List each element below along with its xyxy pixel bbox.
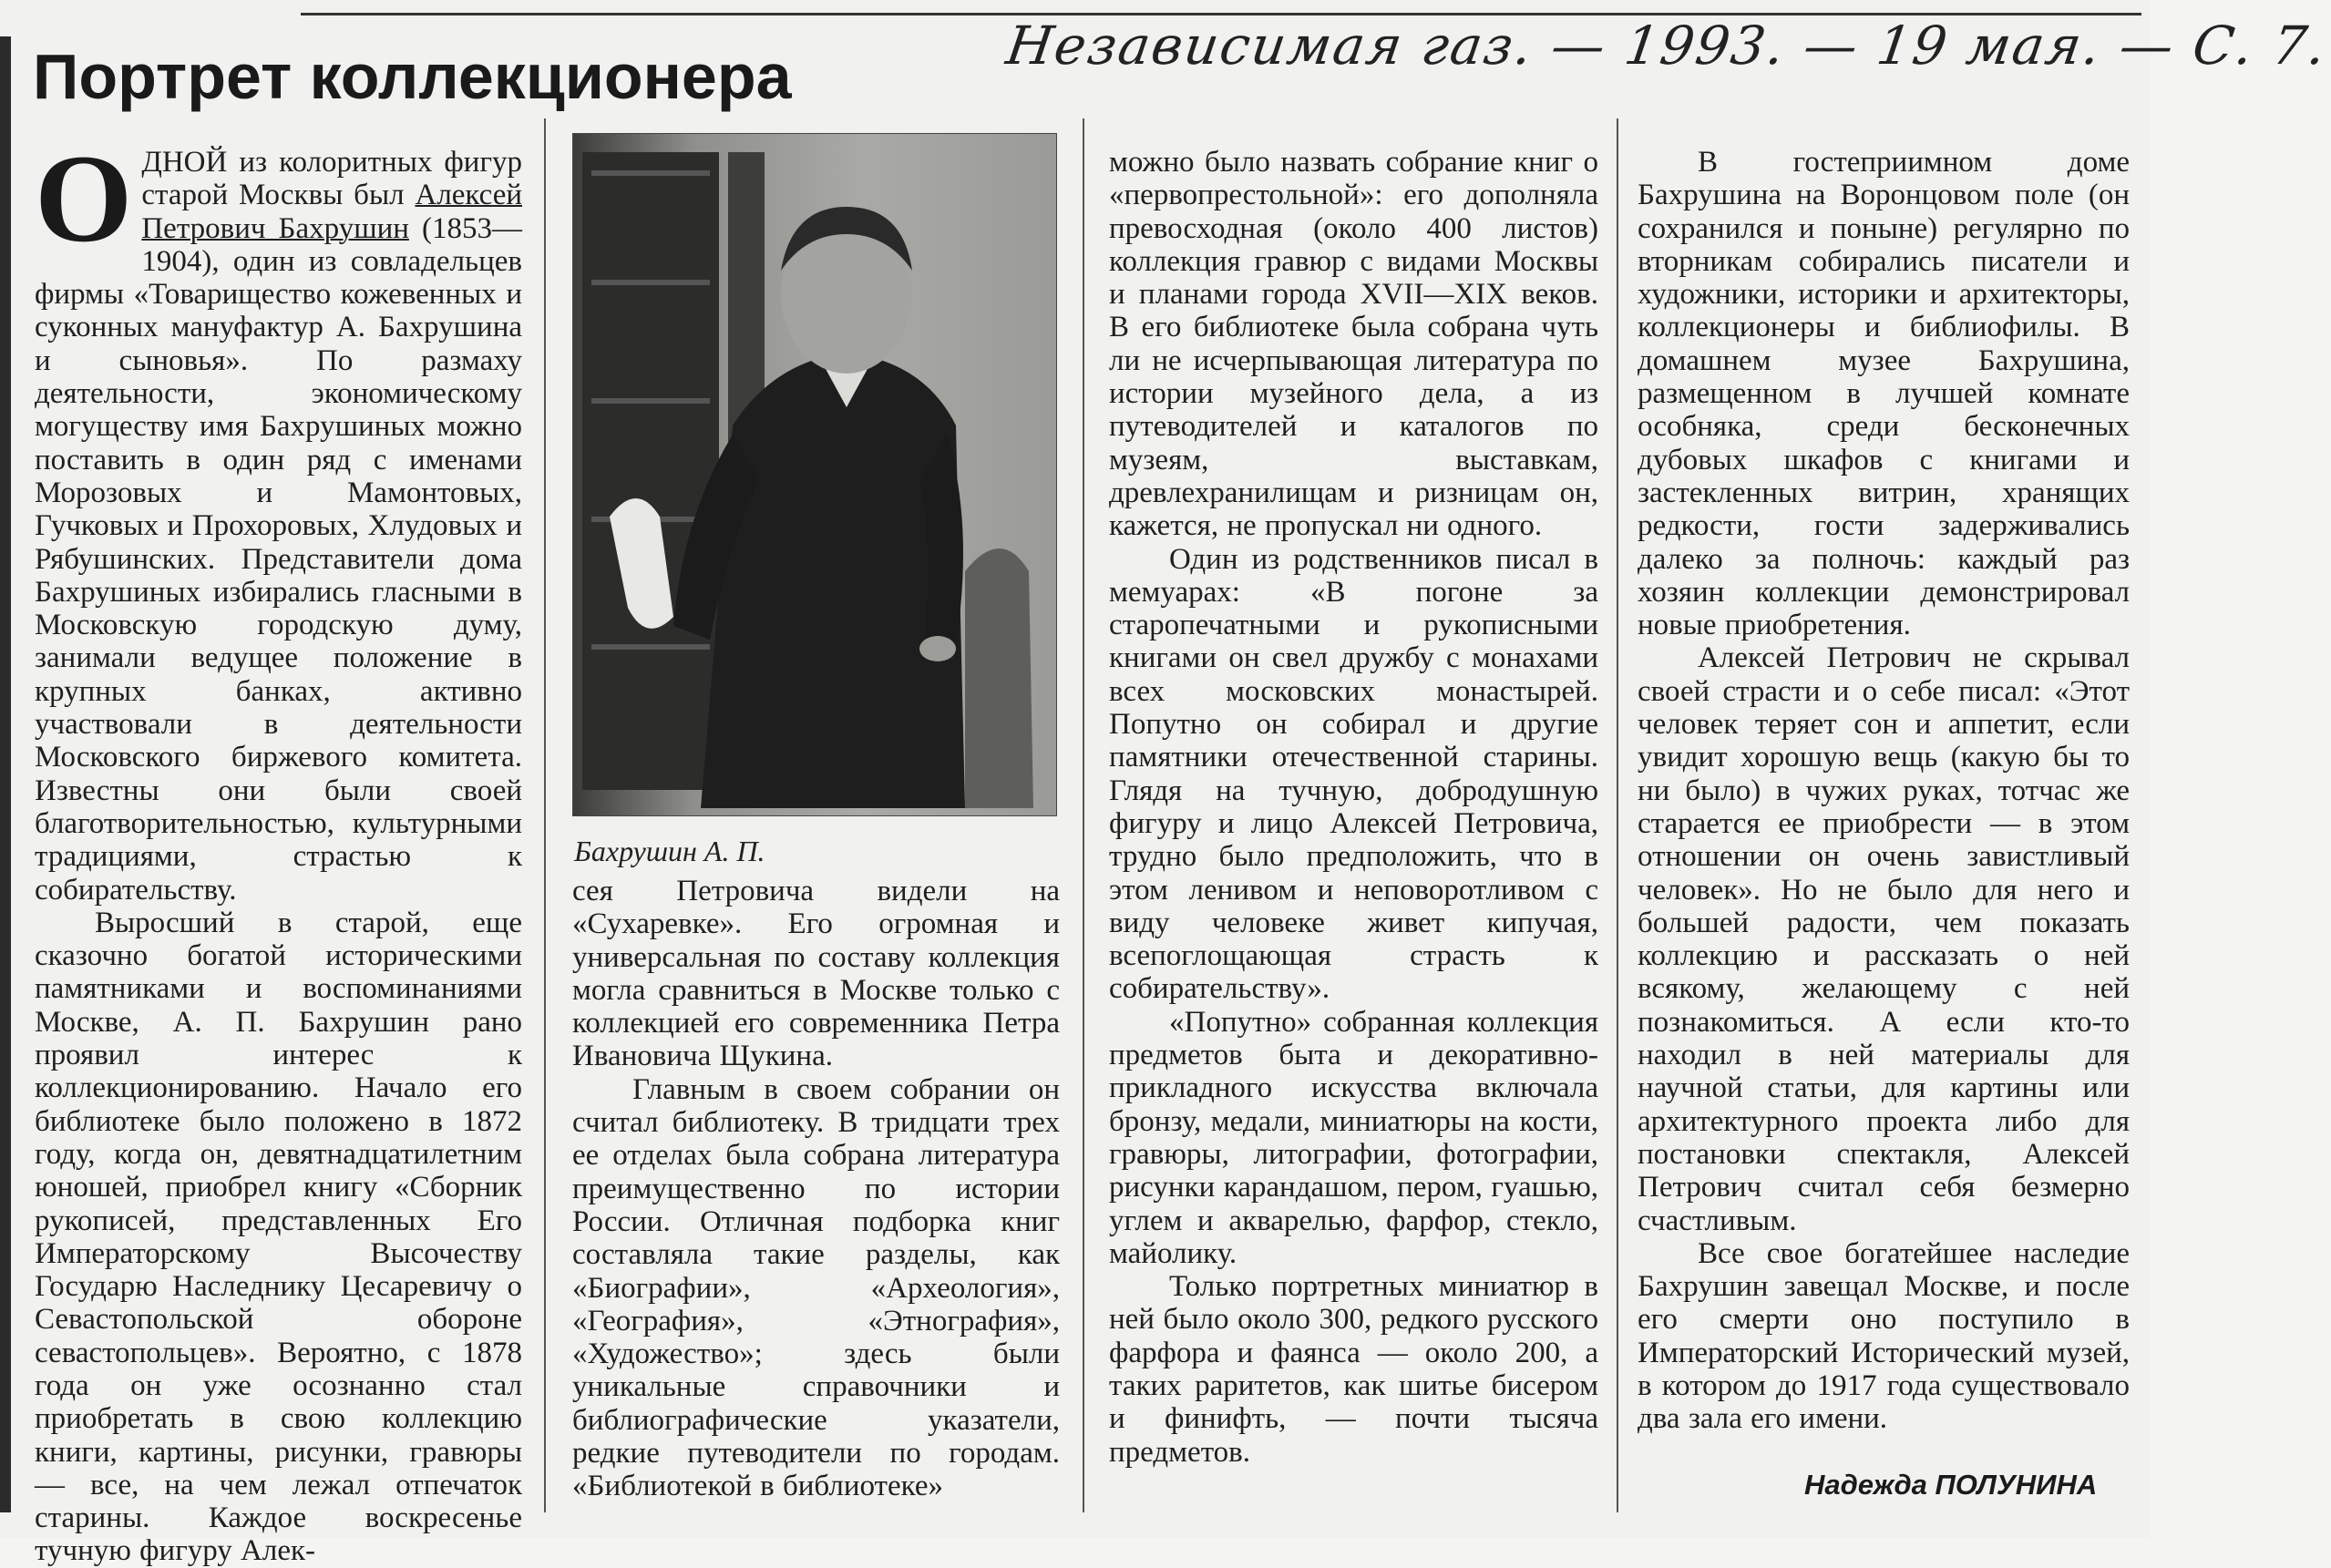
portrait-photo <box>572 133 1057 816</box>
author-byline: Надежда ПОЛУНИНА <box>1804 1469 2098 1501</box>
article-column-1 <box>35 128 522 1568</box>
article-column-3 <box>1109 146 1598 1469</box>
paragraph: Все свое богатейшее наследие Бахрушин завещал Москве, и после его смерти оно поступило в Императорский Исторический музей, в котором до 1917 года существовало два зала его имени. <box>1638 1236 2130 1436</box>
left-edge-bar <box>0 36 11 1512</box>
article-headline: Портрет коллекционера <box>33 41 792 112</box>
paragraph: Один из родственников писал в мемуарах: «В погоне за старопечатными и рукописными книгами он свел дружбу с монахами всех московских монастырей. Попутно он собирал и другие памятники отечественной старины. Глядя на тучную, добродушную фигуру и лицо Алексей Петровича, трудно было предположить, что в этом ленивом и неповоротливом с виду человеке живет кипучая, всепоглощающая страсть к собирательству». <box>1109 542 1598 1006</box>
drop-cap: О <box>35 128 133 268</box>
column-divider <box>544 118 546 1512</box>
text-run: ДНОЙ из колоритных фигур старой Москвы был <box>141 146 522 212</box>
article-column-2 <box>572 875 1060 1503</box>
paragraph: В гостеприимном доме Бахрушина на Воронцовом поле (он сохранился и поныне) регулярно по вторникам собирались писатели и художники, историки и архитекторы, коллекционеры и библиофилы. В домашнем музее Бахрушина, размещенном в лучшей комнате особняка, среди бесконечных дубовых шкафов с книгами и застекленных витрин, хранящих редкости, гости задерживались далеко за полночь: каждый раз хозяин коллекции демонстрировал новые приобретения. <box>1638 146 2130 642</box>
paragraph: «Попутно» собранная коллекция предметов быта и декоративно-прикладного искусства включала бронзу, медали, миниатюры на кости, гравюры, литографии, фотографии, рисунки карандашом, пером, гуашью, углем и акварелью, фарфор, стекло, майолику. <box>1109 1005 1598 1270</box>
paragraph: Главным в своем собрании он считал библиотеку. В тридцати трех ее отделах была собрана литература преимущественно по истории России. Отличная подборка книг составляла такие разделы, как «Биографии», «Археология», «География», «Этнография», «Художество»; здесь были уникальные справочники и библиографические указатели, редкие путеводители по городам. «Библиотекой в библиотеке» <box>572 1072 1060 1503</box>
paragraph: Выросший в старой, еще сказочно богатой историческими памятниками и воспоминаниями Москве, А. П. Бахрушин рано проявил интерес к коллекционированию. Начало его библиотеке было положено в 1872 году, когда он, девятнадцатилетним юношей, приобрел книгу «Сборник рукописей, представленных Его Императорскому Высочеству Государю Наследнику Цесаревичу о Севастопольской обороне севастопольцев». Вероятно, с 1878 года он уже осознанно стал приобретать в свою коллекцию книги, картины, рисунки, гравюры — все, на чем лежал отпечаток старины. Каждое воскресенье тучную фигуру Алек- <box>35 906 522 1568</box>
column-divider <box>1617 118 1618 1512</box>
photo-caption: Бахрушин А. П. <box>574 835 765 867</box>
text-run: (1853—1904), один из совладельцев фирмы «Товарищество кожевенных и суконных мануфактур А. Бахрушина и сыновья». По размаху деятельности, экономическому могуществу имя Бахрушиных можно поставить в один ряд с именами Морозовых и Мамонтовых, Гучковых и Прохоровых, Хлудовых и Рябушинских. Представители дома Бахрушиных избирались гласными в Московскую городскую думу, занимали ведущее положение в крупных банках, активно участвовали в деятельности Московского биржевого комитета. Известны они были своей благотворительностью, культурными традициями, страстью к собирательству. <box>35 211 522 907</box>
paragraph: Только портретных миниатюр в ней было около 300, редкого русского фарфора и фаянса — около 200, а таких раритетов, как шитье бисером и финифть, — почти тысяча предметов. <box>1109 1270 1598 1469</box>
underlined-name: Алексей Петрович Бахрушин <box>141 179 522 245</box>
paragraph: можно было назвать собрание книг о «первопрестольной»: его дополняла превосходная (около 400 листов) коллекция гравюр с видами Москвы и планами города XVII—XIX веков. В его библиотеке была собрана чуть ли не исчерпывающая литература по истории музейного дела, а из путеводителей и каталогов по музеям, выставкам, древлехранилищам и ризницам он, кажется, не пропускал ни одного. <box>1109 146 1598 543</box>
column-divider <box>1083 118 1084 1512</box>
paragraph: Алексей Петрович не скрывал своей страсти и о себе писал: «Этот человек теряет сон и аппетит, если увидит хорошую вещь (какую бы то ни было) в чужих руках, тотчас же старается ее приобрести — в этом отношении он очень завистливый человек». Но не было для него и большей радости, чем показать коллекцию и рассказать о ней всякому, желающему с ней познакомиться. А если кто-то находил в ней материалы для научной статьи, для картины или архитектурного проекта либо для постановки спектакля, Алексей Петрович считал себя безмерно счастливым. <box>1638 641 2130 1237</box>
handwritten-source-note: Независимая газ. — 1993. — 19 мая. — С. 7. <box>1002 15 2331 77</box>
paragraph: сея Петровича видели на «Сухаревке». Его огромная и универсальная по составу коллекция могла сравниться в Москве только с коллекцией его современника Петра Ивановича Щукина. <box>572 875 1060 1073</box>
portrait-illustration <box>573 134 1056 815</box>
article-column-4 <box>1638 146 2130 1436</box>
paragraph <box>35 128 522 907</box>
